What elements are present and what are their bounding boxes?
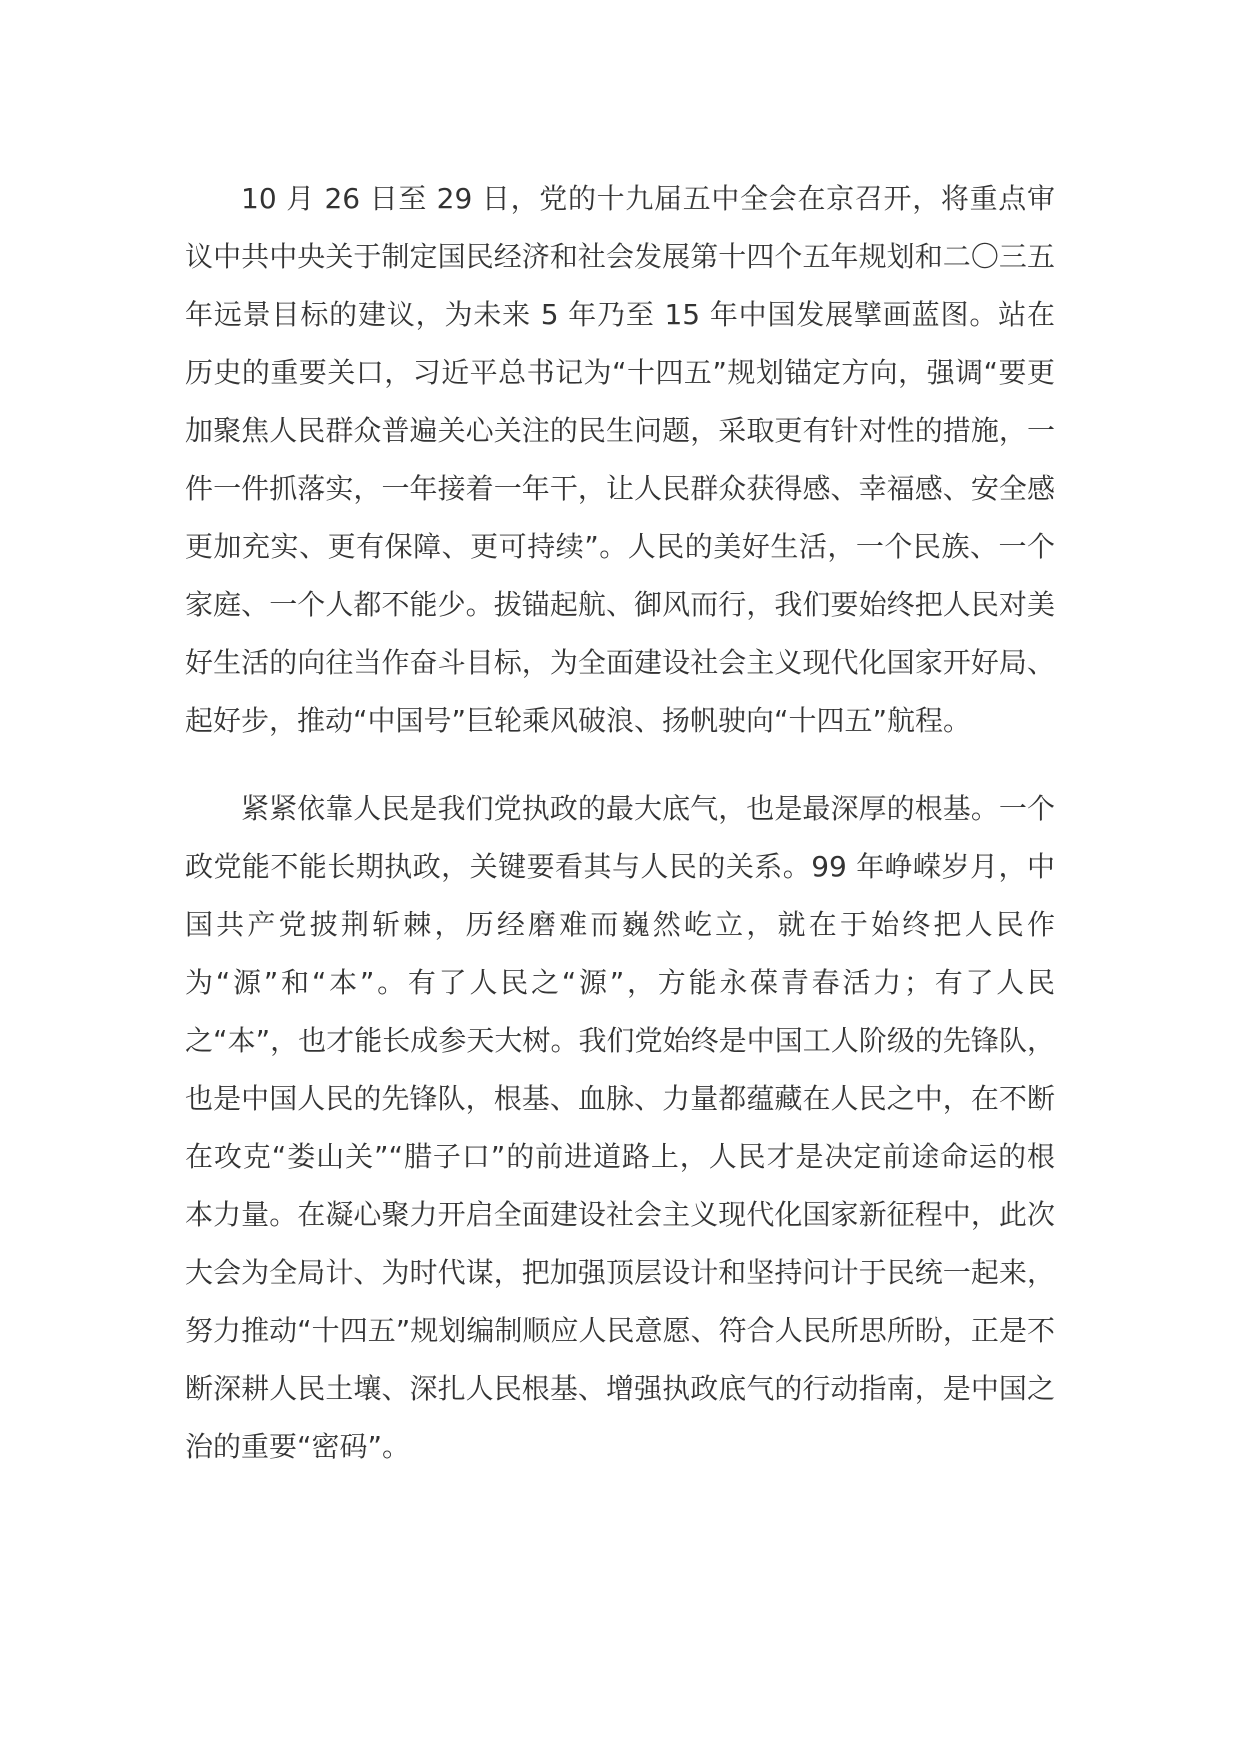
paragraph: 10 月 26 日至 29 日，党的十九届五中全会在京召开，将重点审议中共中央关于制定国民经济和社会发展第十四个五年规划和二〇三五年远景目标的建议，为未来 5 年乃至 15 年中国发展擘画蓝图。站在历史的重要关口，习近平总书记为“十四五”规划锚定方向，强调“要更加聚焦人民群众普遍关心关注的民生问题，采取更有针对性的措施，一件一件抓落实，一年接着一年干，让人民群众获得感、幸福感、安全感更加充实、更有保障、更可持续”。人民的美好生活，一个民族、一个家庭、一个人都不能少。拔锚起航、御风而行，我们要始终把人民对美好生活的向往当作奋斗目标，为全面建设社会主义现代化国家开好局、起好步，推动“中国号”巨轮乘风破浪、扬帆驶向“十四五”航程。 xyxy=(185,182,1055,737)
paragraph: 紧紧依靠人民是我们党执政的最大底气，也是最深厚的根基。一个政党能不能长期执政，关键要看其与人民的关系。99 年峥嵘岁月，中国共产党披荆斩棘，历经磨难而巍然屹立，就在于始终把人民作为“源”和“本”。有了人民之“源”，方能永葆青春活力；有了人民之“本”，也才能长成参天大树。我们党始终是中国工人阶级的先锋队，也是中国人民的先锋队，根基、血脉、力量都蕴藏在人民之中，在不断在攻克“娄山关”“腊子口”的前进道路上，人民才是决定前途命运的根本力量。在凝心聚力开启全面建设社会主义现代化国家新征程中，此次大会为全局计、为时代谋，把加强顶层设计和坚持问计于民统一起来，努力推动“十四五”规划编制顺应人民意愿、符合人民所思所盼，正是不断深耕人民土壤、深扎人民根基、增强执政底气的行动指南，是中国之治的重要“密码”。 xyxy=(185,792,1055,1463)
document-body xyxy=(185,170,1055,1506)
